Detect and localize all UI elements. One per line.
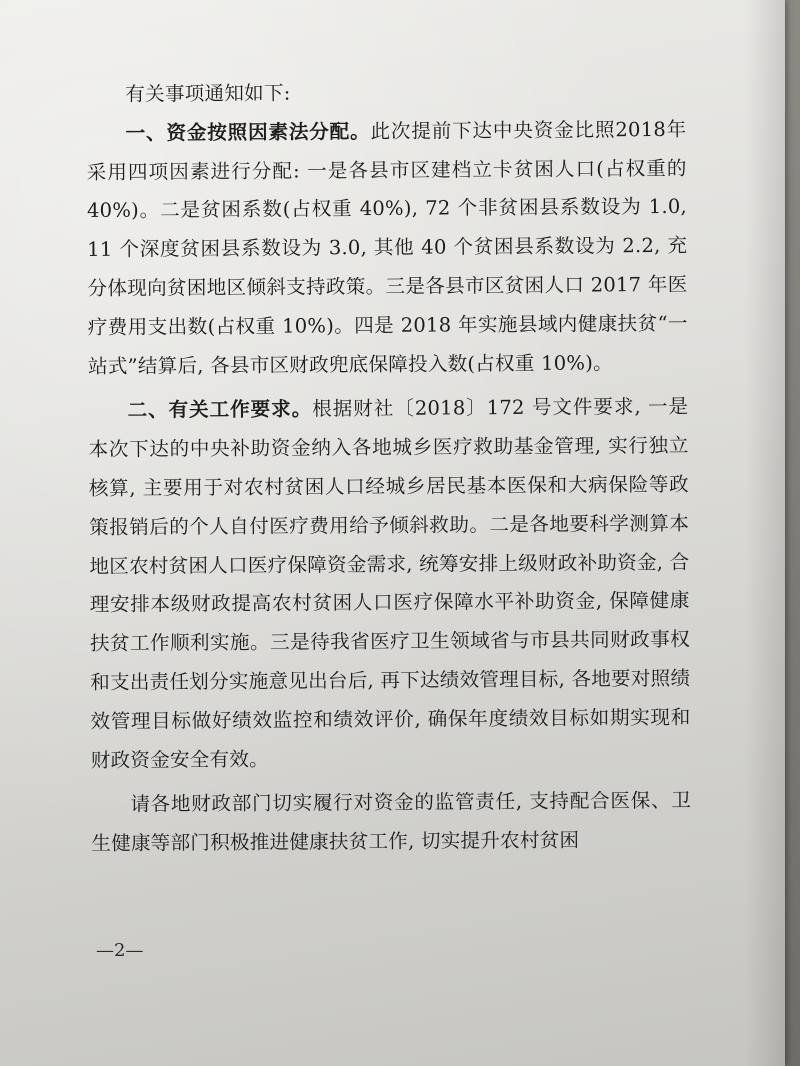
section-2-paragraph xyxy=(88,388,691,780)
document-body xyxy=(86,72,691,864)
opening-line: 有关事项通知如下: xyxy=(125,81,291,106)
closing-paragraph: 请各地财政部门切实履行对资金的监管责任, 支持配合医保、卫生健康等部门积极推进健康扶贫工作, 切实提升农村贫困 xyxy=(91,789,692,856)
section-2-heading: 二、有关工作要求。 xyxy=(127,397,313,423)
page-edge-shadow xyxy=(745,0,785,1066)
section-1-heading: 一、资金按照因素法分配。 xyxy=(125,119,371,145)
section-1-body: 此次提前下达中央资金比照2018年采用四项因素进行分配: 一是各县市区建档立卡贫困人口(占权重的 40%)。二是贫困系数(占权重 40%), 72 个非贫困县系数设为 1.0, 11 个深度贫困县系数设为 3.0, 其他 40 个贫困县系数设为 2.2, 充分体现向贫困地区倾斜支持政策。三是各县市区贫困人口 2017 年医疗费用支出数(占权重 10%)。四是 2018 年实施县域内健康扶贫“一站式”结算后, 各县市区财政兜底保障投入数(占权重 10%)。 xyxy=(86,117,688,378)
page-number: —2— xyxy=(96,940,144,961)
section-1-paragraph xyxy=(86,111,688,387)
section-2-body: 根据财社〔2018〕172 号文件要求, 一是本次下达的中央补助资金纳入各地城乡医疗救助基金管理, 实行独立核算, 主要用于对农村贫困人口经城乡居民基本医保和大病保险等政策报销后的个人自付医疗费用给予倾斜救助。二是各地要科学测算本地区农村贫困人口医疗保障资金需求, 统筹安排上级财政补助资金, 合理安排本级财政提高农村贫困人口医疗保障水平补助资金, 保障健康扶贫工作顺利实施。三是待我省医疗卫生领域省与市县共同财政事权和支出责任划分实施意见出台后, 再下达绩效管理目标, 各地要对照绩效管理目标做好绩效监控和绩效评价, 确保年度绩效目标如期实现和财政资金安全有效。 xyxy=(88,395,691,772)
